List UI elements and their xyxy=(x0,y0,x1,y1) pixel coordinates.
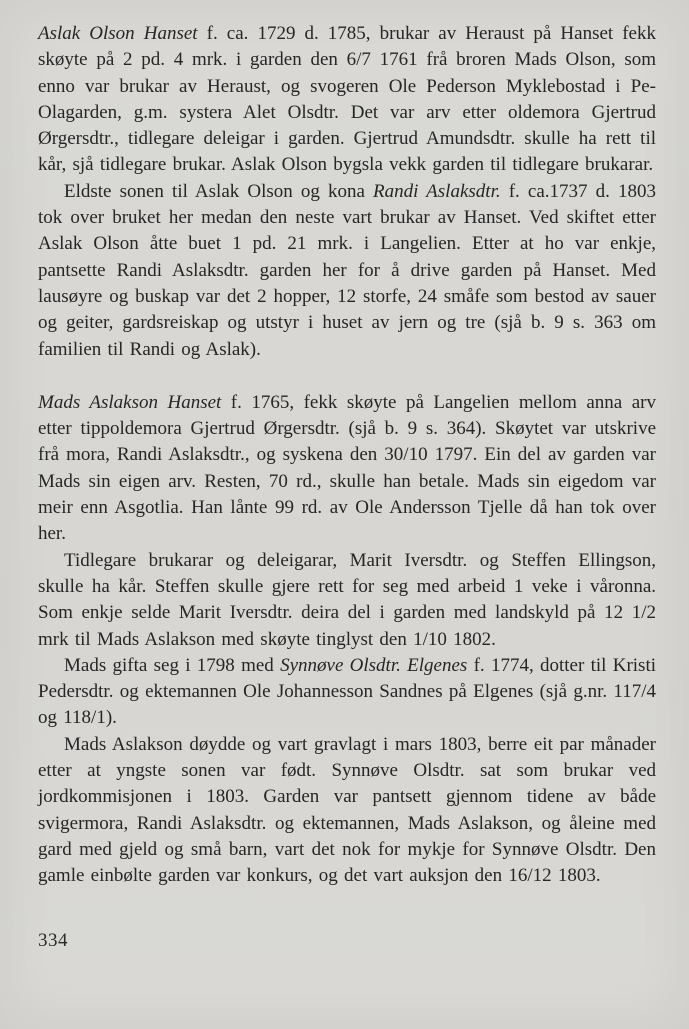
paragraph-text: Tidlegare brukarar og deleigarar, Marit Iversdtr. og Steffen Ellingson, skulle ha kår. Steffen skulle gjere rett for seg med arbeid 1 veke i våronna. Som enkje selde Marit Iversdtr. deira del i garden med landskyld på 12 1/2 mrk til Mads Aslakson med skøyte tinglyst den 1/10 1802. xyxy=(38,549,656,650)
paragraph-tidlegare-brukarar xyxy=(38,548,656,653)
paragraph-text: f. 1765, fekk skøyte på Langelien mellom anna arv etter tippoldemora Gjertrud Ørgersdtr. (sjå b. 9 s. 364). Skøytet var utskrive frå mora, Randi Aslaksdtr., og syskena den 30/10 1797. Ein del av garden var Mads sin eigen arv. Resten, 70 rd., skulle han betale. Mads sin eigedom var meir enn Asgotlia. Han lånte 99 rd. av Ole Andersson Tjelle då han tok over her. xyxy=(38,391,656,545)
paragraph-text: Eldste sonen til Aslak Olson og kona xyxy=(64,180,374,202)
paragraph-mads-gifta xyxy=(38,653,656,732)
paragraph-text: f. 1774, dotter til Kristi Pedersdtr. og ektemannen Ole Johannesson Sandnes på Elgenes (sjå g.nr. 117/4 og 118/1). xyxy=(38,654,657,729)
paragraph-text: Mads gifta seg i 1798 med xyxy=(64,654,281,676)
paragraph-randi-aslaksdtr xyxy=(38,179,656,363)
paragraph-mads-aslakson xyxy=(38,390,656,548)
paragraph-text: f. ca. 1729 d. 1785, brukar av Heraust på Hanset fekk skøyte på 2 pd. 4 mrk. i garden den 6/7 1761 frå broren Mads Olson, som enno var brukar av Heraust, og svogeren Ole Pederson Myklebostad i Pe-Olagarden, g.m. systera Alet Olsdtr. Det var arv etter oldemora Gjertrud Ørgersdtr., tidlegare deleigar i garden. Gjertrud Amundsdtr. skulle ha rett til kår, sjå tidlegare brukar. Aslak Olson bygsla vekk garden til tidlegare brukarar. xyxy=(38,23,656,176)
person-name-aslak-olson-hanset: Aslak Olson Hanset xyxy=(38,23,198,44)
paragraph-mads-doydde xyxy=(38,732,656,890)
person-name-synnove-olsdtr-elgenes: Synnøve Olsdtr. Elgenes xyxy=(280,654,468,676)
paragraph-text: Mads Aslakson døydde og vart gravlagt i mars 1803, berre eit par månader etter at yngste sonen var født. Synnøve Olsdtr. sat som brukar ved jordkommisjonen i 1803. Garden var pantsett gjennom tidene av både svigermora, Randi Aslaksdtr. og ektemannen, Mads Aslakson, og åleine med gard med gjeld og små barn, vart det nok for mykje for Synnøve Olsdtr. Den gamle einbølte garden var konkurs, og det vart auksjon den 16/12 1803. xyxy=(38,733,656,887)
paragraph-text: f. ca.1737 d. 1803 tok over bruket her medan den neste vart brukar av Hanset. Ved skiftet etter Aslak Olson åtte buet 1 pd. 21 mrk. i Langelien. Etter at ho var enkje, pantsette Randi Aslaksdtr. garden her for å drive garden på Hanset. Med lausøyre og buskap var det 2 hopper, 12 storfe, 24 småfe som bestod av sauer og geiter, gardsreiskap og utstyr i huset av jern og tre (sjå b. 9 s. 363 om familien til Randi og Aslak). xyxy=(38,180,656,360)
person-name-randi-aslaksdtr: Randi Aslaksdtr. xyxy=(373,180,501,202)
page-number: 334 xyxy=(38,929,68,951)
person-name-mads-aslakson-hanset: Mads Aslakson Hanset xyxy=(38,391,222,413)
paragraph-aslak-olson xyxy=(38,21,656,179)
